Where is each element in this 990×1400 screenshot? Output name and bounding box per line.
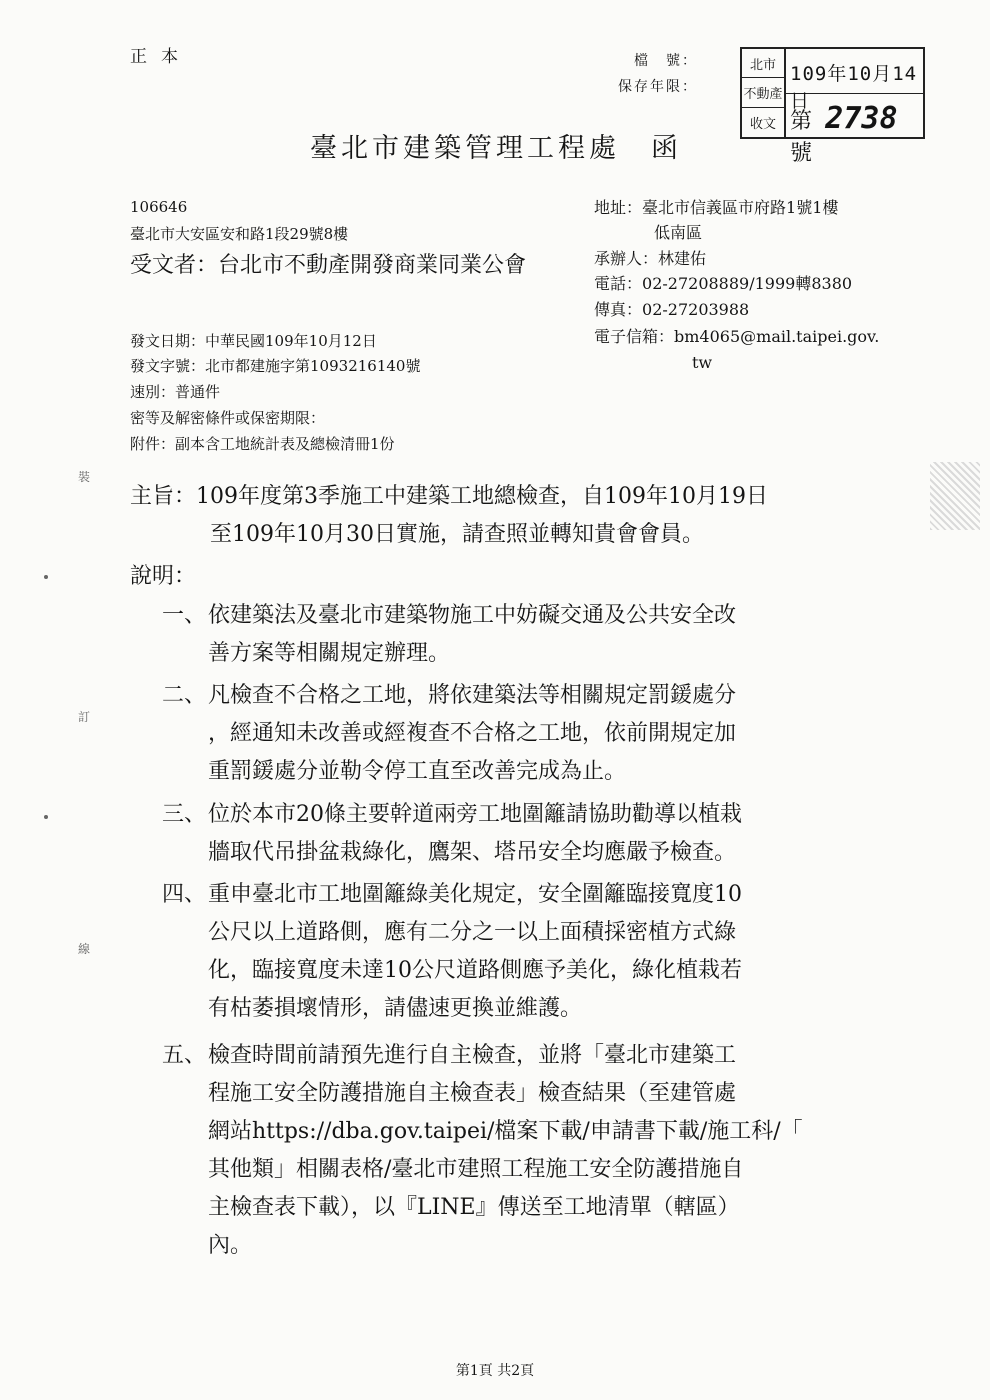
sender-address-row [594,196,838,220]
item-number: 五、 [162,1043,207,1068]
email-address-line-1: bm4065@mail.taipei.gov. [674,327,880,346]
sender-address-line-2: 低南區 [654,223,703,242]
phone-row [594,272,852,296]
attachment-value: 副本含工地統計表及總檢清冊1份 [175,435,395,453]
explanation-item-5 [162,1037,902,1265]
item-number: 一、 [162,603,207,628]
item-line: 依建築法及臺北市建築物施工中妨礙交通及公共安全改 [208,603,737,628]
phone-number: 02-27208889/1999轉8380 [642,274,853,293]
reference-number: 北市都建施字第1093216140號 [205,357,421,375]
email-row [594,325,879,349]
recipient-address: 臺北市大安區安和路1段29號8樓 [130,225,349,243]
handler-name: 林建佑 [658,249,707,268]
binding-mark-2: 訂 [78,710,91,724]
margin-dot [44,815,48,819]
attachment-label: 附件： [130,435,176,453]
reference-row [130,355,420,376]
postal-code: 106646 [130,198,188,216]
original-copy-mark: 正本 [130,47,192,67]
subject [130,478,920,554]
sender-address-line-1: 臺北市信義區市府路1號1樓 [642,198,839,217]
retention-period-label: 保存年限： [618,79,698,95]
item-number: 三、 [162,802,207,827]
item-line: 化，臨接寬度未達10公尺道路側應予美化，綠化植栽若 [208,958,742,983]
item-number: 四、 [162,882,207,907]
page-footer: 第1頁 共2頁 [455,1363,535,1379]
item-number: 二、 [162,683,207,708]
recipient-name: 台北市不動產開發商業同業公會 [218,253,527,278]
item-line: 檢查時間前請預先進行自主檢查，並將「臺北市建築工 [208,1043,737,1068]
item-line: 其他類」相關表格/臺北市建照工程施工安全防護措施自 [208,1157,744,1182]
scan-noise-patch [930,462,980,530]
handler-label: 承辦人： [594,249,659,268]
subject-line-2: 至109年10月30日實施，請查照並轉知貴會會員。 [210,522,704,547]
stamp-number-suffix: 號 [790,141,813,166]
item-line: 內。 [208,1233,253,1258]
explanation-item-3 [162,796,902,872]
speed-row [130,381,220,402]
stamp-number-handwritten: 2738 [825,101,898,136]
stamp-org-line-2: 不動產 [742,78,784,107]
issue-date: 中華民國109年10月12日 [205,332,377,350]
stamp-number-prefix: 第 [790,109,813,134]
stamp-org-line-3: 收文 [749,116,776,132]
stamp-org-line-1: 北市 [742,49,784,78]
recipient-label: 受文者： [130,253,219,278]
reference-label: 發文字號： [130,357,206,375]
item-line: 網站https://dba.gov.taipei/檔案下載/申請書下載/施工科/「 [208,1119,803,1144]
item-line: ，經通知未改善或經複查不合格之工地，依前開規定加 [208,721,737,746]
explanation-label: 說明： [130,564,197,589]
attachment-row [130,433,395,454]
stamp-number [790,101,923,167]
item-line: 程施工安全防護措施自主檢查表」檢查結果（至建管處 [208,1081,737,1106]
handler-row [594,247,706,271]
subject-line-1: 109年度第3季施工中建築工地總檢查，自109年10月19日 [196,484,768,509]
item-line: 位於本市20條主要幹道兩旁工地圍籬請協助勸導以植栽 [208,802,742,827]
secrecy-row: 密等及解密條件或保密期限： [130,409,326,427]
subject-label: 主旨： [130,484,197,509]
fax-number: 02-27203988 [642,300,750,319]
sender-address-label: 地址： [594,198,643,217]
item-line: 重罰鍰處分並勒令停工直至改善完成為止。 [208,759,627,784]
item-line: 重申臺北市工地圍籬綠美化規定，安全圍籬臨接寬度10 [208,882,742,907]
explanation-item-1 [162,597,902,673]
email-label: 電子信箱： [594,327,675,346]
document-title: 臺北市建築管理工程處 函 [310,133,682,164]
fax-row [594,298,749,322]
recipient [130,250,590,282]
item-line: 善方案等相關規定辦理。 [208,641,451,666]
item-line: 有枯萎損壞情形，請儘速更換並維護。 [208,996,583,1021]
issue-date-row [130,330,377,351]
issue-date-label: 發文日期： [130,332,206,350]
item-line: 牆取代吊掛盆栽綠化，鷹架、塔吊安全均應嚴予檢查。 [208,840,737,865]
speed-value: 普通件 [175,383,221,401]
speed-label: 速別： [130,383,176,401]
item-line: 公尺以上道路側，應有二分之一以上面積採密植方式綠 [208,920,737,945]
margin-dot [44,575,48,579]
file-number-label: 檔 號： [634,53,698,69]
fax-label: 傳真： [594,300,643,319]
binding-mark-3: 線 [78,942,91,956]
explanation-item-4 [162,876,902,1028]
email-address-line-2: tw [692,353,713,372]
receipt-stamp [740,47,925,166]
item-line: 凡檢查不合格之工地，將依建築法等相關規定罰鍰處分 [208,683,737,708]
explanation-item-2 [162,677,902,791]
stamp-date: 109年10月14日 [790,63,918,112]
item-line: 主檢查表下載），以『LINE』傳送至工地清單（轄區） [208,1195,740,1220]
binding-mark-1: 裝 [78,470,91,484]
phone-label: 電話： [594,274,643,293]
